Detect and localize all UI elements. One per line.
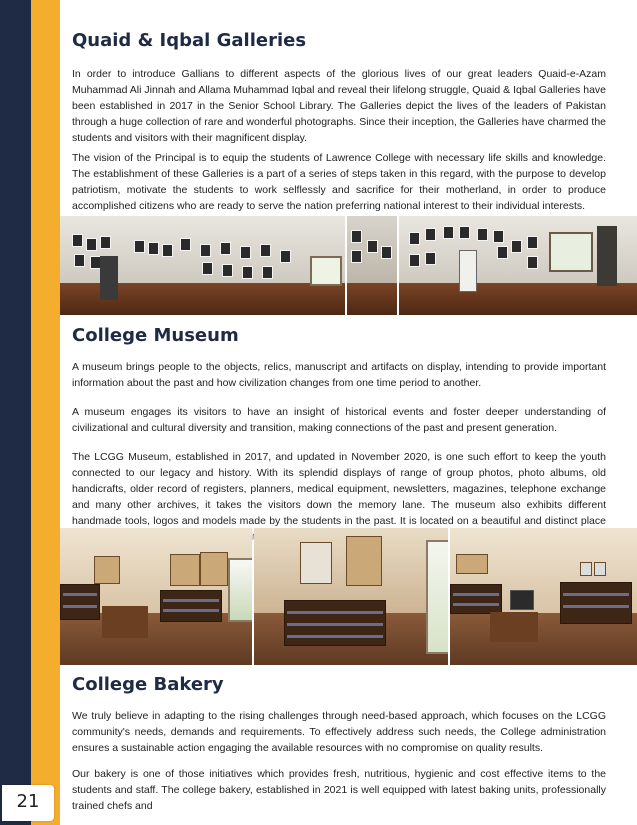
museum-paragraph-2: A museum engages its visitors to have an insight of historical events and foster deeper understanding of civilizational and cultural diversity and transition, making connections of the past and present generation. xyxy=(72,406,606,434)
museum-heading: College Museum xyxy=(72,325,239,346)
page-number-tab xyxy=(2,785,54,821)
museum-photo-3 xyxy=(450,528,637,665)
bakery-paragraph-2: Our bakery is one of those initiatives which provides fresh, nutritious, hygienic and cost effective items to the students and staff. The college bakery, established in 2021 is well equipped with latest baking units, professionally trained chefs and xyxy=(72,768,606,812)
gallery-photo-1 xyxy=(60,216,345,315)
museum-photo-strip xyxy=(60,528,637,665)
museum-photo-2 xyxy=(254,528,448,665)
museum-photo-1 xyxy=(60,528,252,665)
museum-paragraph-1: A museum brings people to the objects, relics, manuscript and artifacts on display, intending to provide important information about the past and how civilization changes from one time period to another. xyxy=(72,361,606,389)
galleries-paragraph-2: The vision of the Principal is to equip the students of Lawrence College with necessary life skills and knowledge. The establishment of these Galleries is a part of a series of steps taken in this regard, with the purpose to develop patriotism, motivate the students to work selflessly and sacrifice for their motherland, in order to produce accomplished citizens who are ready to serve the nation preferring national interest to their individual interests. xyxy=(72,152,606,212)
galleries-paragraph-1: In order to introduce Gallians to different aspects of the glorious lives of our great leaders Quaid-e-Azam Muhammad Ali Jinnah and Allama Muhammad Iqbal and reveal their lifelong struggle, Quaid & Iqbal Galleries have been established in 2017 in the Senior School Library. The Galleries depict the lives of the leaders of Pakistan through a huge collection of rare and wonderful photographs. Since their inception, the Galleries have charmed the students and visitors with their magnificent display. xyxy=(72,68,606,144)
bakery-heading: College Bakery xyxy=(72,674,224,695)
galleries-heading: Quaid & Iqbal Galleries xyxy=(72,30,307,51)
left-navy-band xyxy=(0,0,31,825)
page-number: 21 xyxy=(16,791,40,812)
gallery-photo-3 xyxy=(399,216,637,315)
galleries-photo-strip xyxy=(60,216,637,315)
gallery-photo-2 xyxy=(347,216,397,315)
museum-paragraph-3: The LCGG Museum, established in 2017, and updated in November 2020, is one such effort to keep the youth connected to our legacy and history. With its splendid displays of range of group photos, photo albums, old handicrafts, older record of registers, planners, medical equipment, newsletters, magazines, telephone exchange and many other archives, it takes the visitors down the memory lane. The museum also exhibits different handmade tools, logos and models made by the students in the past. It is located on a beautiful and distinct place xyxy=(72,451,606,527)
bakery-paragraph-1: We truly believe in adapting to the rising challenges through need-based approach, which focuses on the LCGG community's needs, demands and requirements. To effectively address such needs, the College administration ensures a sustainable action engaging the available resources with no compromise on quality results. xyxy=(72,710,606,754)
left-gold-band xyxy=(31,0,60,825)
